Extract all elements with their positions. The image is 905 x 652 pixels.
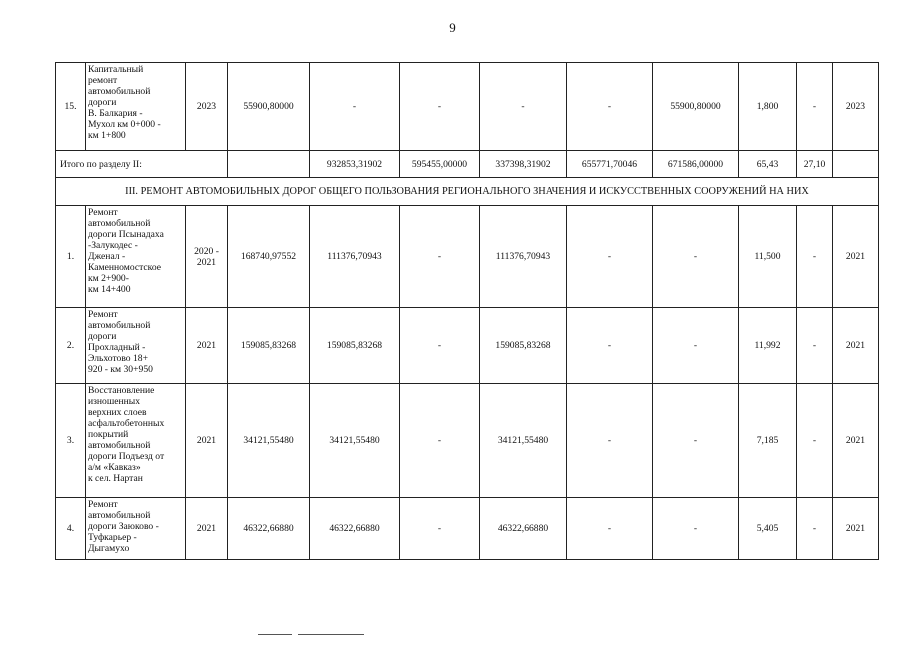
length-cell: 1,800 <box>739 63 797 151</box>
value-cell: - <box>400 498 480 560</box>
value-cell <box>833 151 879 178</box>
value-cell: - <box>400 308 480 384</box>
table-row <box>56 498 879 560</box>
value-cell <box>228 151 310 178</box>
value-cell: - <box>653 308 739 384</box>
length-cell: 7,185 <box>739 384 797 498</box>
value-cell: - <box>797 63 833 151</box>
row-number: 2. <box>56 308 86 384</box>
value-cell: 159085,83268 <box>228 308 310 384</box>
value-cell: 34121,55480 <box>480 384 567 498</box>
object-name: Восстановление изношенных верхних слоев асфальтобетонных покрытий автомобильной дороги Подъезд от а/м «Кавказ» к сел. Нартан <box>86 384 186 498</box>
object-name: Капитальный ремонт автомобильной дороги В. Балкария - Мухол км 0+000 - км 1+800 <box>86 63 186 151</box>
value-cell: 27,10 <box>797 151 833 178</box>
value-cell: 655771,70046 <box>567 151 653 178</box>
value-cell: 111376,70943 <box>310 206 400 308</box>
row-number: 3. <box>56 384 86 498</box>
value-cell: - <box>567 384 653 498</box>
value-cell: - <box>400 63 480 151</box>
completion-year-cell: 2021 <box>833 384 879 498</box>
object-name: Ремонт автомобильной дороги Заюково - Туфкарьер - Дыгамухо <box>86 498 186 560</box>
length-cell: 5,405 <box>739 498 797 560</box>
length-cell: 11,992 <box>739 308 797 384</box>
object-name: Ремонт автомобильной дороги Псынадаха -Залукодес - Дженал - Каменномостское км 2+900- км 14+400 <box>86 206 186 308</box>
value-cell: 34121,55480 <box>310 384 400 498</box>
value-cell: 46322,66880 <box>228 498 310 560</box>
value-cell: - <box>310 63 400 151</box>
value-cell: - <box>797 308 833 384</box>
value-cell: 46322,66880 <box>310 498 400 560</box>
value-cell: - <box>653 498 739 560</box>
year-cell: 2021 <box>186 384 228 498</box>
section-title: III. РЕМОНТ АВТОМОБИЛЬНЫХ ДОРОГ ОБЩЕГО ПОЛЬЗОВАНИЯ РЕГИОНАЛЬНОГО ЗНАЧЕНИЯ И ИСКУССТВЕННЫХ СООРУЖЕНИЙ НА НИХ <box>56 178 879 206</box>
value-cell: 932853,31902 <box>310 151 400 178</box>
completion-year-cell: 2021 <box>833 498 879 560</box>
row-number: 15. <box>56 63 86 151</box>
value-cell: - <box>653 384 739 498</box>
year-cell: 2020 - 2021 <box>186 206 228 308</box>
row-number: 4. <box>56 498 86 560</box>
value-cell: 159085,83268 <box>480 308 567 384</box>
value-cell: - <box>567 63 653 151</box>
total-label: Итого по разделу II: <box>56 151 228 178</box>
completion-year-cell: 2023 <box>833 63 879 151</box>
completion-year-cell: 2021 <box>833 308 879 384</box>
value-cell: 111376,70943 <box>480 206 567 308</box>
value-cell: - <box>480 63 567 151</box>
length-cell: 65,43 <box>739 151 797 178</box>
value-cell: 168740,97552 <box>228 206 310 308</box>
value-cell: - <box>797 498 833 560</box>
value-cell: - <box>567 206 653 308</box>
value-cell: - <box>567 498 653 560</box>
scan-marks <box>258 634 370 652</box>
row-number: 1. <box>56 206 86 308</box>
section-header-row <box>56 178 879 206</box>
value-cell: 595455,00000 <box>400 151 480 178</box>
value-cell: 55900,80000 <box>653 63 739 151</box>
road-works-table <box>55 62 879 560</box>
value-cell: - <box>400 384 480 498</box>
value-cell: 46322,66880 <box>480 498 567 560</box>
section-total-row <box>56 151 879 178</box>
value-cell: - <box>653 206 739 308</box>
table-row <box>56 206 879 308</box>
table-row <box>56 384 879 498</box>
value-cell: 671586,00000 <box>653 151 739 178</box>
year-cell: 2021 <box>186 308 228 384</box>
object-name: Ремонт автомобильной дороги Прохладный - Эльхотово 18+ 920 - км 30+950 <box>86 308 186 384</box>
value-cell: 55900,80000 <box>228 63 310 151</box>
value-cell: 337398,31902 <box>480 151 567 178</box>
year-cell: 2023 <box>186 63 228 151</box>
value-cell: - <box>567 308 653 384</box>
value-cell: 159085,83268 <box>310 308 400 384</box>
year-cell: 2021 <box>186 498 228 560</box>
value-cell: - <box>797 384 833 498</box>
value-cell: 34121,55480 <box>228 384 310 498</box>
value-cell: - <box>797 206 833 308</box>
page-number: 9 <box>449 20 456 35</box>
table-row <box>56 63 879 151</box>
table-row <box>56 308 879 384</box>
completion-year-cell: 2021 <box>833 206 879 308</box>
value-cell: - <box>400 206 480 308</box>
length-cell: 11,500 <box>739 206 797 308</box>
